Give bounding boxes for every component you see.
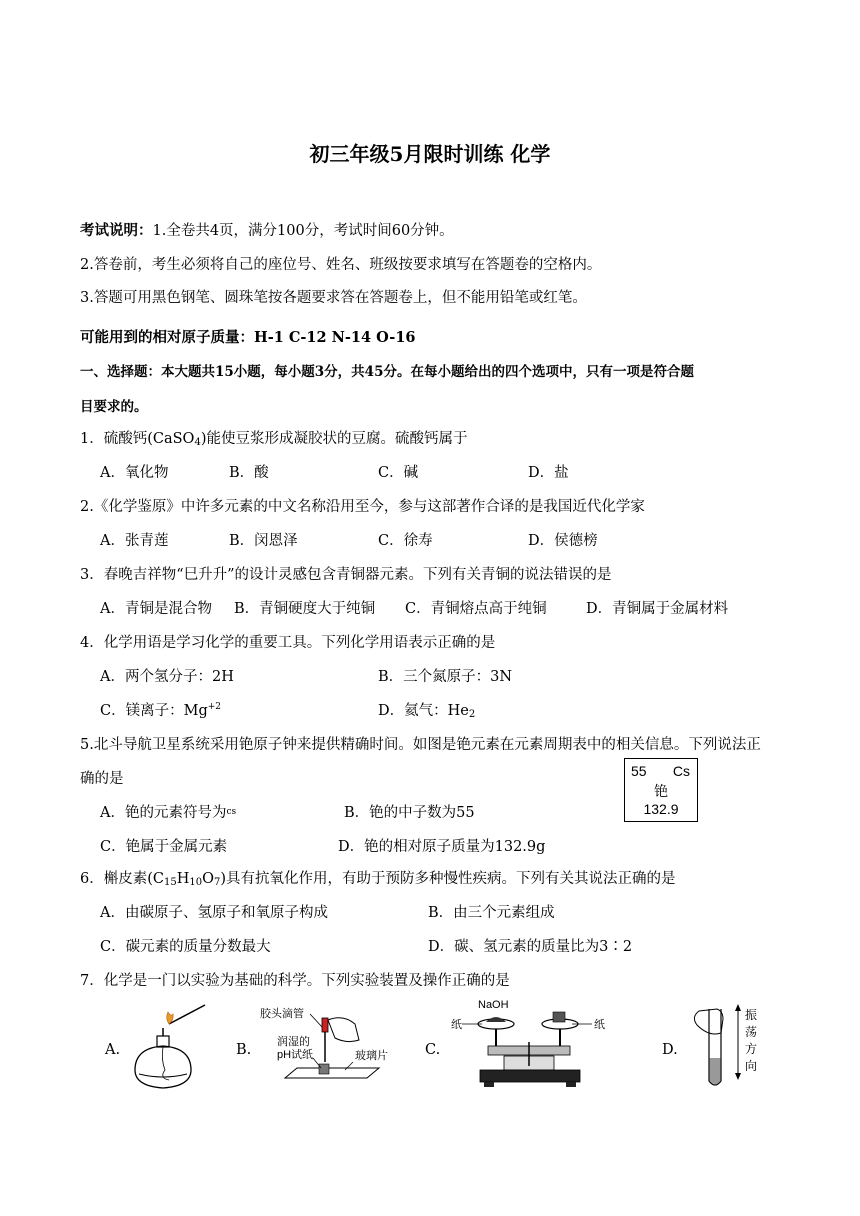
q3-option-a: A．青铜是混合物 <box>100 601 212 617</box>
label-paper-line1: 润湿的 <box>277 1036 310 1048</box>
q1-option-d: D．盐 <box>528 465 569 481</box>
q6-option-a: A．由碳原子、氢原子和氧原子构成 <box>100 905 328 921</box>
q2-option-c: C．徐寿 <box>378 533 433 549</box>
q5-stem-line1: 5.北斗导航卫星系统采用铯原子钟来提供精确时间。如图是铯元素在元素周期表中的相关信息。下列说法正 <box>80 737 761 753</box>
q4-option-a: A．两个氢分子：2H <box>100 669 234 685</box>
label-shake-3: 方 <box>745 1042 758 1056</box>
q3-stem: 3．春晚吉祥物“巳升升”的设计灵感包含青铜器元素。下列有关青铜的说法错误的是 <box>80 567 612 583</box>
label-paper-left: 纸 <box>451 1019 462 1031</box>
q3-option-d: D．青铜属于金属材料 <box>586 601 729 617</box>
test-tube-shaking-figure <box>683 1003 783 1093</box>
exam-notes-text: 1.全卷共4页，满分100分，考试时间60分钟。 <box>152 223 454 239</box>
q6-option-c: C．碳元素的质量分数最大 <box>100 939 271 955</box>
section-heading-line1: 一、选择题：本大题共15小题，每小题3分，共45分。在每小题给出的四个选项中，只有一项是符合题 <box>80 364 694 380</box>
exam-notes-line2: 2.答卷前，考生必须将自己的座位号、姓名、班级按要求填写在答题卷的空格内。 <box>80 257 602 273</box>
q4-stem: 4．化学用语是学习化学的重要工具。下列化学用语表示正确的是 <box>80 635 496 651</box>
label-paper-right: 纸 <box>594 1019 605 1031</box>
periodic-element-card <box>624 758 698 822</box>
element-mass: 132.9 <box>643 801 679 817</box>
q1-option-b: B．酸 <box>229 465 269 481</box>
q5-option-a: A．铯的元素符号为$^{cs}$ <box>100 805 237 821</box>
q4-option-b: B．三个氮原子：3N <box>378 669 513 685</box>
q4-option-d: D．氦气：$He_2$ <box>378 703 476 720</box>
label-naoh: NaOH <box>478 999 509 1011</box>
q5-option-c: C．铯属于金属元素 <box>100 839 228 855</box>
label-glass: 玻璃片 <box>355 1050 388 1062</box>
element-number: 55 <box>631 763 647 779</box>
q1-stem: 1．硫酸钙(CaSO$_4$)能使豆浆形成凝胶状的豆腐。硫酸钙属于 <box>80 431 468 448</box>
q2-option-b: B．闵恩泽 <box>229 533 298 549</box>
balance-figure <box>448 996 618 1096</box>
exam-notes-line3: 3.答题可用黑色钢笔、圆珠笔按各题要求答在答题卷上，但不能用铅笔或红笔。 <box>80 290 587 306</box>
alcohol-lamp-figure <box>125 1000 210 1095</box>
ph-paper-figure <box>255 1000 395 1085</box>
q3-option-b: B．青铜硬度大于纯铜 <box>234 601 376 617</box>
exam-notes-line1 <box>80 219 454 240</box>
element-symbol: Cs <box>672 763 690 779</box>
q7-option-d: D. <box>662 1042 678 1058</box>
q5-stem-line2: 确的是 <box>80 771 124 787</box>
label-dropper: 胶头滴管 <box>260 1008 304 1020</box>
q2-option-a: A．张青莲 <box>100 533 169 549</box>
atomic-masses: 可能用到的相对原子质量：H-1 C-12 N-14 O-16 <box>80 329 416 346</box>
q1-option-a: A．氧化物 <box>100 465 169 481</box>
q2-stem: 2.《化学鉴原》中许多元素的中文名称沿用至今，参与这部著作合译的是我国近代化学家 <box>80 499 645 515</box>
q7-stem: 7．化学是一门以实验为基础的科学。下列实验装置及操作正确的是 <box>80 973 510 989</box>
q4-option-c: C．镁离子：$Mg^{+2}$ <box>100 702 222 719</box>
q7-option-c: C. <box>425 1042 441 1058</box>
label-shake-1: 振 <box>745 1008 758 1022</box>
q5-option-d: D．铯的相对原子质量为132.9g <box>338 839 546 855</box>
label-shake-4: 向 <box>745 1059 758 1073</box>
q6-option-b: B．由三个元素组成 <box>428 905 555 921</box>
q5-option-b: B．铯的中子数为55 <box>344 805 475 821</box>
q1-option-c: C．碱 <box>378 465 419 481</box>
page-title: 初三年级5月限时训练 化学 <box>309 142 551 166</box>
label-paper-line2: pH试纸 <box>277 1049 314 1061</box>
exam-notes-label: 考试说明： <box>80 222 153 239</box>
q3-option-c: C．青铜熔点高于纯铜 <box>405 601 547 617</box>
q6-stem: 6．槲皮素$(C_{15}H_{10}O_7)$具有抗氧化作用，有助于预防多种慢性疾病。下列有关其说法正确的是 <box>80 871 676 888</box>
q2-option-d: D．侯德榜 <box>528 533 598 549</box>
section-heading-line2: 目要求的。 <box>80 399 148 415</box>
label-shake-2: 荡 <box>745 1025 758 1039</box>
q7-option-b: B. <box>236 1042 252 1058</box>
element-name: 铯 <box>654 783 668 799</box>
q6-option-d: D．碳、氢元素的质量比为3∶2 <box>428 939 633 955</box>
q7-option-a: A. <box>105 1042 121 1058</box>
